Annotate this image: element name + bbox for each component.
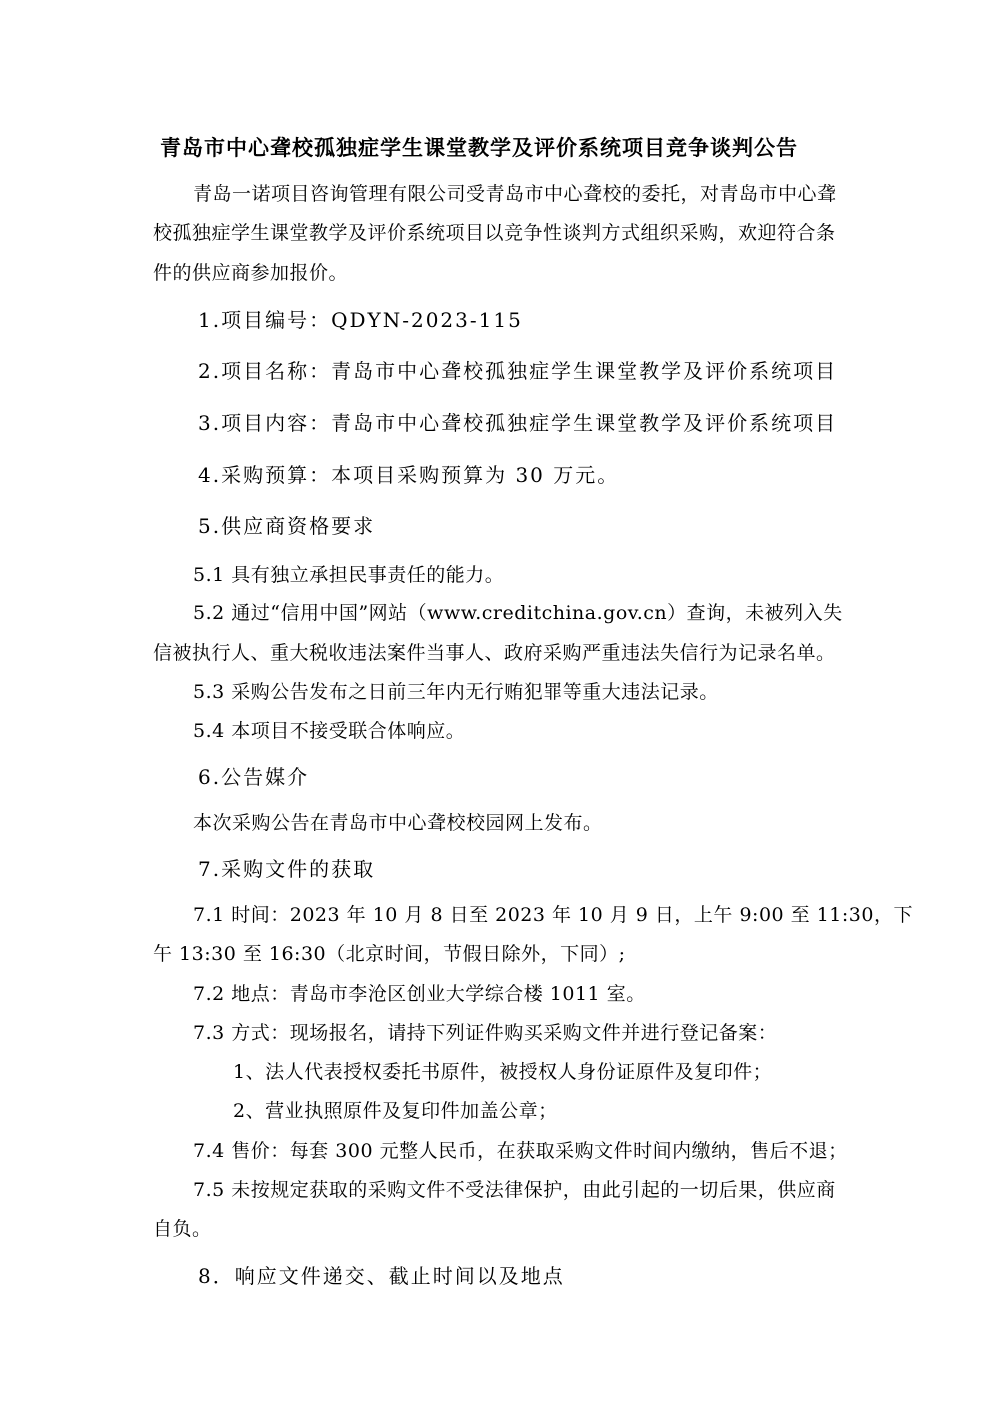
section-5-2-line-1: 5.2 通过“信用中国”网站（www.creditchina.gov.cn）查询，未被列入失 [193, 602, 843, 624]
section-7-1-line-1: 7.1 时间：2023 年 10 月 8 日至 2023 年 10 月 9 日，上午 9:00 至 11:30，下 [193, 904, 913, 926]
intro-line-2: 校孤独症学生课堂教学及评价系统项目以竞争性谈判方式组织采购，欢迎符合条 [153, 222, 836, 244]
section-6-1: 本次采购公告在青岛市中心聋校校园网上发布。 [193, 812, 603, 834]
section-5-3: 5.3 采购公告发布之日前三年内无行贿犯罪等重大违法记录。 [193, 681, 719, 703]
section-7-3-item-1: 1、法人代表授权委托书原件，被授权人身份证原件及复印件； [233, 1061, 773, 1083]
section-6-heading: 6.公告媒介 [198, 765, 310, 789]
section-7-5-line-1: 7.5 未按规定获取的采购文件不受法律保护，由此引起的一切后果，供应商 [193, 1179, 836, 1201]
item-budget: 4.采购预算：本项目采购预算为 30 万元。 [198, 463, 620, 487]
section-7-3-item-2: 2、营业执照原件及复印件加盖公章； [233, 1100, 558, 1122]
section-7-4: 7.4 售价：每套 300 元整人民币，在获取采购文件时间内缴纳，售后不退； [193, 1140, 848, 1162]
item-project-name: 2.项目名称：青岛市中心聋校孤独症学生课堂教学及评价系统项目 [198, 359, 838, 383]
section-7-3: 7.3 方式：现场报名，请持下列证件购买采购文件并进行登记备案： [193, 1022, 778, 1044]
intro-line-3: 件的供应商参加报价。 [153, 262, 349, 284]
section-5-1: 5.1 具有独立承担民事责任的能力。 [193, 564, 505, 586]
document-title: 青岛市中心聋校孤独症学生课堂教学及评价系统项目竞争谈判公告 [160, 135, 798, 160]
section-8-heading: 8．响应文件递交、截止时间以及地点 [198, 1264, 565, 1288]
item-project-number: 1.项目编号：QDYN-2023-115 [198, 308, 523, 332]
section-7-2: 7.2 地点：青岛市李沧区创业大学综合楼 1011 室。 [193, 983, 646, 1005]
section-5-2-line-2: 信被执行人、重大税收违法案件当事人、政府采购严重违法失信行为记录名单。 [153, 642, 836, 664]
section-7-heading: 7.采购文件的获取 [198, 857, 376, 881]
section-7-1-line-2: 午 13:30 至 16:30（北京时间，节假日除外，下同）; [153, 943, 626, 965]
section-5-heading: 5.供应商资格要求 [198, 514, 376, 538]
intro-line-1: 青岛一诺项目咨询管理有限公司受青岛市中心聋校的委托，对青岛市中心聋 [193, 183, 837, 205]
section-5-4: 5.4 本项目不接受联合体响应。 [193, 720, 466, 742]
item-project-content: 3.项目内容：青岛市中心聋校孤独症学生课堂教学及评价系统项目 [198, 411, 838, 435]
section-7-5-line-2: 自负。 [153, 1218, 212, 1240]
